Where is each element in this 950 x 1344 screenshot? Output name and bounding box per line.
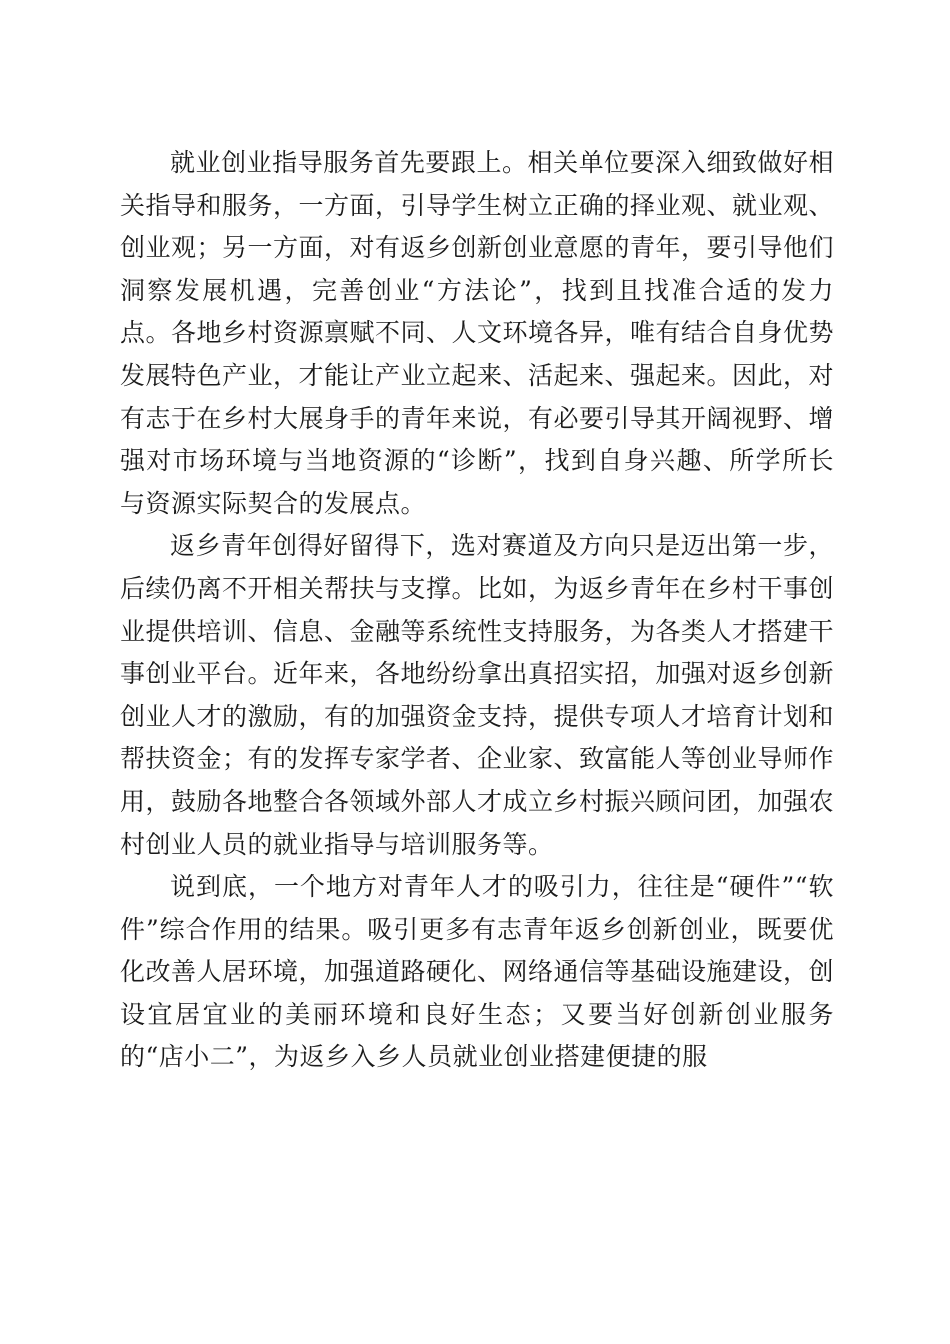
document-body	[120, 142, 834, 1079]
paragraph-support-measures: 返乡青年创得好留得下，选对赛道及方向只是迈出第一步，后续仍离不开相关帮扶与支撑。比如，为返乡青年在乡村干事创业提供培训、信息、金融等系统性支持服务，为各类人才搭建干事创业平台。近年来，各地纷纷拿出真招实招，加强对返乡创新创业人才的激励，有的加强资金支持，提供专项人才培育计划和帮扶资金；有的发挥专家学者、企业家、致富能人等创业导师作用，鼓励各地整合各领域外部人才成立乡村振兴顾问团，加强农村创业人员的就业指导与培训服务等。	[120, 531, 835, 859]
paragraph-employment-guidance: 就业创业指导服务首先要跟上。相关单位要深入细致做好相关指导和服务，一方面，引导学生树立正确的择业观、就业观、创业观；另一方面，对有返乡创新创业意愿的青年，要引导他们洞察发展机遇，完善创业“方法论”，找到且找准合适的发力点。各地乡村资源禀赋不同、人文环境各异，唯有结合自身优势发展特色产业，才能让产业立起来、活起来、强起来。因此，对有志于在乡村大展身手的青年来说，有必要引导其开阔视野、增强对市场环境与当地资源的“诊断”，找到自身兴趣、所学所长与资源实际契合的发展点。	[120, 148, 835, 518]
paragraph-hardware-software: 说到底，一个地方对青年人才的吸引力，往往是“硬件”“软件”综合作用的结果。吸引更多有志青年返乡创新创业，既要优化改善人居环境，加强道路硬化、网络通信等基础设施建设，创设宜居宜业的美丽环境和良好生态；又要当好创新创业服务的“店小二”，为返乡入乡人员就业创业搭建便捷的服	[120, 872, 835, 1072]
